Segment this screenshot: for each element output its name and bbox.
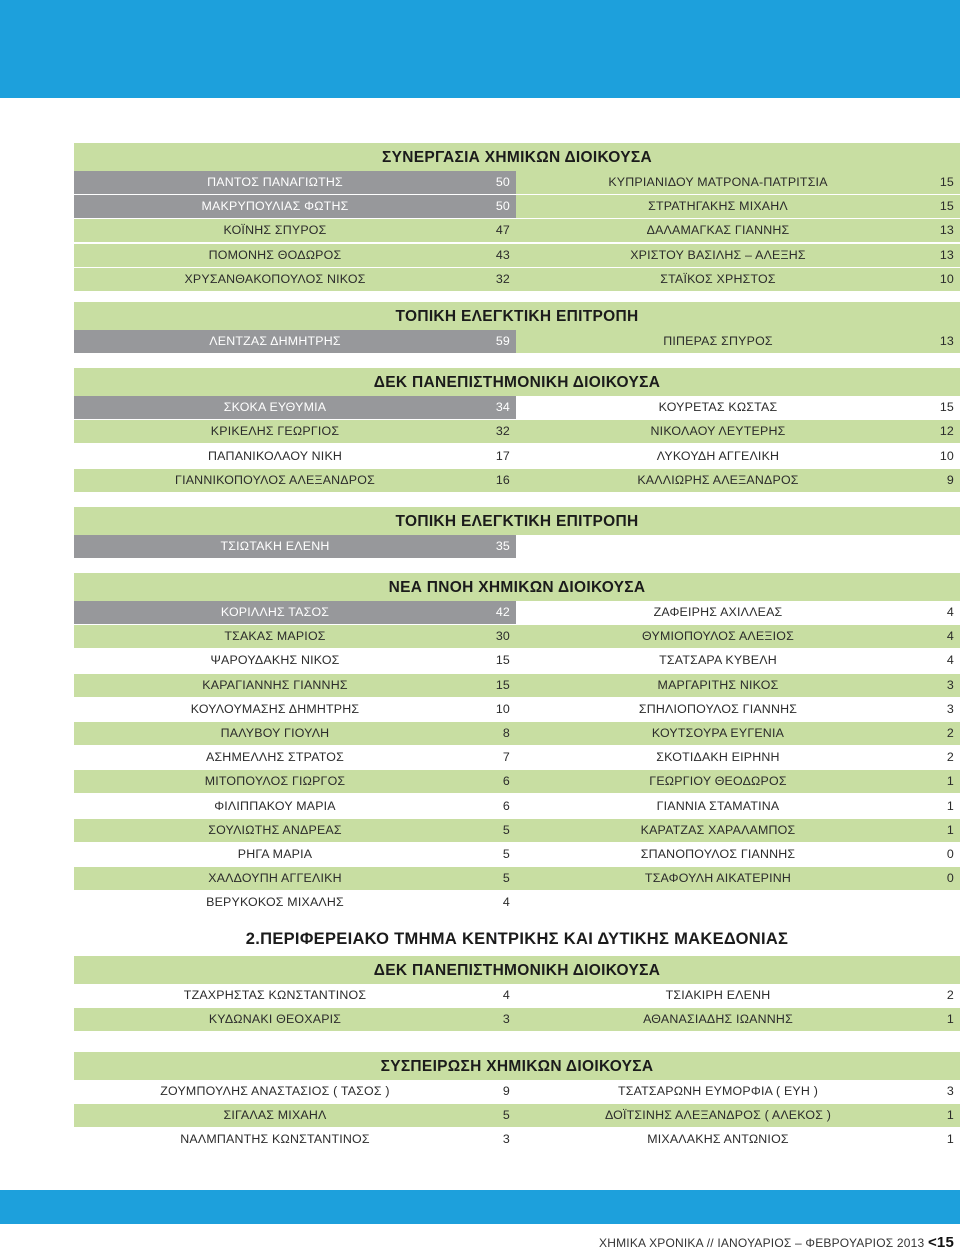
candidate-name: ΔΑΛΑΜΑΓΚΑΣ ΓΙΑΝΝΗΣ xyxy=(646,223,790,238)
vote-count: 50 xyxy=(495,199,510,214)
left-candidate xyxy=(74,984,516,1007)
vote-count xyxy=(920,891,960,914)
right-candidate xyxy=(516,649,960,672)
vote-count: 5 xyxy=(502,871,510,886)
candidate-name: ΣΚΟΚΑ ΕΥΘΥΜΙΑ xyxy=(223,400,327,415)
left-candidate xyxy=(74,1080,516,1103)
vote-count: 9 xyxy=(502,1083,510,1098)
candidate-name: ΠΑΝΤΟΣ ΠΑΝΑΓΙΩΤΗΣ xyxy=(207,175,343,189)
top-blue-bar xyxy=(0,0,960,98)
candidate-name: ΣΠΑΝΟΠΟΥΛΟΣ ΓΙΑΝΝΗΣ xyxy=(640,846,796,861)
vote-count: 43 xyxy=(495,247,510,262)
table-row xyxy=(74,195,960,218)
page-number: 15 xyxy=(936,1234,954,1251)
right-candidate xyxy=(516,195,960,218)
candidate-name: ΤΣΑΤΣΑΡΩΝΗ ΕΥΜΟΡΦΙΑ ( ΕΥΗ ) xyxy=(617,1083,819,1098)
vote-count: 3 xyxy=(502,1011,510,1026)
vote-count: 12 xyxy=(939,424,954,439)
table-row xyxy=(74,770,960,793)
vote-count: 13 xyxy=(939,247,954,262)
right-candidate xyxy=(516,891,960,914)
table-row xyxy=(74,219,960,242)
candidate-name: ΤΣΙΑΚΙΡΗ ΕΛΕΝΗ xyxy=(665,987,771,1002)
section-syspeirosi xyxy=(74,1052,960,1151)
left-candidate xyxy=(74,171,516,194)
vote-count: 13 xyxy=(939,333,954,348)
candidate-name: ΓΙΑΝΝΙΚΟΠΟΥΛΟΣ ΑΛΕΞΑΝΔΡΟΣ xyxy=(175,472,375,487)
section-title: ΣΥΣΠΕΙΡΩΣΗ ΧΗΜΙΚΩΝ ΔΙΟΙΚΟΥΣΑ xyxy=(74,1052,960,1080)
candidate-name: ΚΟΥΛΟΥΜΑΣΗΣ ΔΗΜΗΤΡΗΣ xyxy=(190,701,360,716)
right-candidate xyxy=(516,795,960,818)
table-row xyxy=(74,396,960,419)
vote-count: 15 xyxy=(495,677,510,692)
table-row xyxy=(74,722,960,745)
section-dek-1 xyxy=(74,368,960,492)
candidate-name: ΠΑΛΥΒΟΥ ΓΙΟΥΛΗ xyxy=(220,726,330,740)
table-row xyxy=(74,1128,960,1151)
page-footer xyxy=(599,1234,954,1251)
bottom-blue-bar xyxy=(0,1190,960,1224)
vote-count: 59 xyxy=(495,333,510,348)
table-row xyxy=(74,171,960,194)
right-candidate xyxy=(516,330,960,353)
vote-count: 6 xyxy=(502,774,510,789)
right-candidate xyxy=(516,625,960,648)
left-candidate xyxy=(74,420,516,443)
candidate-name: ΤΣΑΚΑΣ ΜΑΡΙΟΣ xyxy=(224,629,326,644)
right-candidate xyxy=(516,1008,960,1031)
table-row xyxy=(74,1104,960,1127)
vote-count: 15 xyxy=(939,199,954,214)
table-row xyxy=(74,746,960,769)
section-rows xyxy=(74,396,960,492)
right-candidate xyxy=(516,984,960,1007)
vote-count: 10 xyxy=(495,701,510,716)
vote-count: 4 xyxy=(946,629,954,644)
candidate-name: ΑΣΗΜΕΛΛΗΣ ΣΤΡΑΤΟΣ xyxy=(205,750,345,765)
candidate-name: ΚΟΥΤΣΟΥΡΑ ΕΥΓΕΝΙΑ xyxy=(651,726,785,740)
right-candidate xyxy=(516,244,960,267)
table-row xyxy=(74,625,960,648)
table-row xyxy=(74,891,960,914)
candidate-name xyxy=(516,891,920,914)
candidate-name: ΚΟΥΡΕΤΑΣ ΚΩΣΤΑΣ xyxy=(658,400,778,415)
vote-count: 3 xyxy=(946,677,954,692)
left-candidate xyxy=(74,330,516,353)
table-row xyxy=(74,795,960,818)
vote-count: 4 xyxy=(946,653,954,668)
right-candidate xyxy=(516,219,960,242)
candidate-name: ΣΚΟΤΙΔΑΚΗ ΕΙΡΗΝΗ xyxy=(656,750,780,765)
table-row xyxy=(74,535,960,558)
candidate-name: ΚΥΔΩΝΑΚΙ ΘΕΟΧΑΡΙΣ xyxy=(208,1011,342,1026)
vote-count: 4 xyxy=(502,895,510,910)
candidate-name: ΤΖΑΧΡΗΣΤΑΣ ΚΩΝΣΤΑΝΤΙΝΟΣ xyxy=(183,987,367,1002)
vote-count: 9 xyxy=(946,472,954,487)
candidate-name: ΖΟΥΜΠΟΥΛΗΣ ΑΝΑΣΤΑΣΙΟΣ ( ΤΑΣΟΣ ) xyxy=(160,1083,390,1098)
left-candidate xyxy=(74,445,516,468)
table-row xyxy=(74,867,960,890)
left-candidate xyxy=(74,396,516,419)
section-title: ΔΕΚ ΠΑΝΕΠΙΣΤΗΜΟΝΙΚΗ ΔΙΟΙΚΟΥΣΑ xyxy=(74,368,960,396)
candidate-name: ΜΙΧΑΛΑΚΗΣ ΑΝΤΩΝΙΟΣ xyxy=(647,1132,789,1147)
section-synergasia xyxy=(74,143,960,291)
table-row xyxy=(74,984,960,1007)
right-candidate xyxy=(516,396,960,419)
section-rows xyxy=(74,984,960,1031)
left-candidate xyxy=(74,746,516,769)
left-candidate xyxy=(74,535,516,558)
left-candidate xyxy=(74,698,516,721)
vote-count: 1 xyxy=(946,774,954,789)
candidate-name: ΦΙΛΙΠΠΑΚΟΥ ΜΑΡΙΑ xyxy=(214,798,336,813)
candidate-name: ΝΙΚΟΛΑΟΥ ΛΕΥΤΕΡΗΣ xyxy=(650,424,786,439)
table-row xyxy=(74,330,960,353)
candidate-name: ΠΙΠΕΡΑΣ ΣΠΥΡΟΣ xyxy=(663,333,773,348)
left-candidate xyxy=(74,195,516,218)
right-candidate xyxy=(516,601,960,624)
table-row xyxy=(74,420,960,443)
vote-count: 30 xyxy=(495,629,510,644)
results-content xyxy=(74,143,960,1152)
right-candidate xyxy=(516,819,960,842)
left-candidate xyxy=(74,1104,516,1127)
candidate-name: ΜΙΤΟΠΟΥΛΟΣ ΓΙΩΡΓΟΣ xyxy=(204,774,346,789)
left-candidate xyxy=(74,219,516,242)
vote-count: 35 xyxy=(495,538,510,553)
vote-count: 1 xyxy=(946,798,954,813)
right-candidate xyxy=(516,843,960,866)
vote-count: 6 xyxy=(502,798,510,813)
left-candidate xyxy=(74,795,516,818)
candidate-name: ΜΑΡΓΑΡΙΤΗΣ ΝΙΚΟΣ xyxy=(657,677,779,692)
candidate-name: ΤΣΙΩΤΑΚΗ ΕΛΕΝΗ xyxy=(220,538,330,553)
vote-count: 1 xyxy=(946,822,954,837)
section-rows xyxy=(74,171,960,291)
vote-count: 15 xyxy=(939,175,954,189)
vote-count: 5 xyxy=(502,846,510,861)
candidate-name xyxy=(516,535,920,558)
candidate-name: ΚΟΡΙΛΛΗΣ ΤΑΣΟΣ xyxy=(220,605,330,620)
table-row xyxy=(74,1080,960,1103)
vote-count: 2 xyxy=(946,987,954,1002)
section-rows xyxy=(74,1080,960,1151)
right-candidate xyxy=(516,469,960,492)
section-elegktiki-2 xyxy=(74,507,960,558)
section-region-2 xyxy=(74,926,960,952)
candidate-name: ΚΟΪΝΗΣ ΣΠΥΡΟΣ xyxy=(223,223,327,238)
left-candidate xyxy=(74,268,516,291)
vote-count: 42 xyxy=(495,605,510,620)
right-candidate xyxy=(516,1128,960,1151)
candidate-name: ΚΑΡΑΤΖΑΣ ΧΑΡΑΛΑΜΠΟΣ xyxy=(640,822,796,837)
left-candidate xyxy=(74,722,516,745)
vote-count: 1 xyxy=(946,1108,954,1123)
table-row xyxy=(74,469,960,492)
candidate-name: ΠΟΜΟΝΗΣ ΘΟΔΩΡΟΣ xyxy=(208,247,342,262)
candidate-name: ΣΤΑΪΚΟΣ ΧΡΗΣΤΟΣ xyxy=(660,271,776,286)
left-candidate xyxy=(74,1128,516,1151)
candidate-name: ΠΑΠΑΝΙΚΟΛΑΟΥ ΝΙΚΗ xyxy=(207,448,343,463)
section-title: ΔΕΚ ΠΑΝΕΠΙΣΤΗΜΟΝΙΚΗ ΔΙΟΙΚΟΥΣΑ xyxy=(74,956,960,984)
vote-count: 50 xyxy=(495,175,510,189)
candidate-name: ΓΙΑΝΝΙΑ ΣΤΑΜΑΤΙΝΑ xyxy=(656,798,780,813)
section-title: ΝΕΑ ΠΝΟΗ ΧΗΜΙΚΩΝ ΔΙΟΙΚΟΥΣΑ xyxy=(74,573,960,601)
left-candidate xyxy=(74,649,516,672)
left-candidate xyxy=(74,819,516,842)
table-row xyxy=(74,843,960,866)
right-candidate xyxy=(516,867,960,890)
vote-count: 10 xyxy=(939,271,954,286)
table-row xyxy=(74,819,960,842)
right-candidate xyxy=(516,1104,960,1127)
vote-count: 3 xyxy=(502,1132,510,1147)
candidate-name: ΝΑΛΜΠΑΝΤΗΣ ΚΩΝΣΤΑΝΤΙΝΟΣ xyxy=(180,1132,370,1147)
vote-count: 4 xyxy=(946,605,954,620)
vote-count: 0 xyxy=(946,846,954,861)
vote-count xyxy=(920,535,960,558)
candidate-name: ΘΥΜΙΟΠΟΥΛΟΣ ΑΛΕΞΙΟΣ xyxy=(642,629,794,644)
table-row xyxy=(74,244,960,267)
vote-count: 32 xyxy=(495,271,510,286)
vote-count: 15 xyxy=(939,400,954,415)
candidate-name: ΣΙΓΑΛΑΣ ΜΙΧΑΗΛ xyxy=(223,1108,327,1123)
section-title: ΤΟΠΙΚΗ ΕΛΕΓΚΤΙΚΗ ΕΠΙΤΡΟΠΗ xyxy=(74,302,960,330)
right-candidate xyxy=(516,268,960,291)
table-row xyxy=(74,674,960,697)
section-rows xyxy=(74,601,960,914)
left-candidate xyxy=(74,674,516,697)
left-candidate xyxy=(74,469,516,492)
vote-count: 2 xyxy=(946,750,954,765)
candidate-name: ΨΑΡΟΥΔΑΚΗΣ ΝΙΚΟΣ xyxy=(210,653,340,668)
right-candidate xyxy=(516,171,960,194)
candidate-name: ΤΣΑΤΣΑΡΑ ΚΥΒΕΛΗ xyxy=(659,653,777,668)
left-candidate xyxy=(74,867,516,890)
vote-count: 3 xyxy=(946,1083,954,1098)
section-dek-2 xyxy=(74,956,960,1031)
table-row xyxy=(74,698,960,721)
vote-count: 2 xyxy=(946,726,954,740)
left-candidate xyxy=(74,843,516,866)
candidate-name: ΧΡΥΣΑΝΘΑΚΟΠΟΥΛΟΣ ΝΙΚΟΣ xyxy=(184,271,366,286)
candidate-name: ΛΕΝΤΖΑΣ ΔΗΜΗΤΡΗΣ xyxy=(209,333,341,348)
footer-text: ΧΗΜΙΚΑ ΧΡΟΝΙΚΑ // ΙΑΝΟΥΑΡΙΟΣ – ΦΕΒΡΟΥΑΡΙΟΣ 2013 xyxy=(599,1236,928,1250)
vote-count: 3 xyxy=(946,701,954,716)
candidate-name: ΣΠΗΛΙΟΠΟΥΛΟΣ ΓΙΑΝΝΗΣ xyxy=(638,701,798,716)
candidate-name: ΤΣΑΦΟΥΛΗ ΑΙΚΑΤΕΡΙΝΗ xyxy=(644,871,792,886)
section-rows xyxy=(74,330,960,353)
vote-count: 34 xyxy=(495,400,510,415)
vote-count: 10 xyxy=(939,448,954,463)
candidate-name: ΧΡΙΣΤΟΥ ΒΑΣΙΛΗΣ – ΑΛΕΞΗΣ xyxy=(630,247,806,262)
vote-count: 16 xyxy=(495,472,510,487)
vote-count: 8 xyxy=(502,726,510,740)
vote-count: 1 xyxy=(946,1011,954,1026)
table-row xyxy=(74,601,960,624)
left-candidate xyxy=(74,625,516,648)
vote-count: 4 xyxy=(502,987,510,1002)
left-candidate xyxy=(74,891,516,914)
candidate-name: ΛΥΚΟΥΔΗ ΑΓΓΕΛΙΚΗ xyxy=(656,448,780,463)
left-candidate xyxy=(74,770,516,793)
section-title: ΤΟΠΙΚΗ ΕΛΕΓΚΤΙΚΗ ΕΠΙΤΡΟΠΗ xyxy=(74,507,960,535)
candidate-name: ΑΘΑΝΑΣΙΑΔΗΣ ΙΩΑΝΝΗΣ xyxy=(643,1011,793,1026)
candidate-name: ΜΑΚΡΥΠΟΥΛΙΑΣ ΦΩΤΗΣ xyxy=(201,199,349,214)
section-rows xyxy=(74,535,960,558)
section-nea-pnoi xyxy=(74,573,960,914)
right-candidate xyxy=(516,420,960,443)
table-row xyxy=(74,649,960,672)
candidate-name: ΒΕΡΥΚΟΚΟΣ ΜΙΧΑΛΗΣ xyxy=(206,895,344,910)
candidate-name: ΓΕΩΡΓΙΟΥ ΘΕΟΔΩΡΟΣ xyxy=(649,774,787,789)
vote-count: 1 xyxy=(946,1132,954,1147)
footer-arrow: < xyxy=(927,1234,937,1251)
right-candidate xyxy=(516,770,960,793)
right-candidate xyxy=(516,746,960,769)
candidate-name: ΣΤΡΑΤΗΓΑΚΗΣ ΜΙΧΑΗΛ xyxy=(648,199,788,214)
candidate-name: ΧΑΛΔΟΥΠΗ ΑΓΓΕΛΙΚΗ xyxy=(208,871,342,886)
left-candidate xyxy=(74,1008,516,1031)
vote-count: 15 xyxy=(495,653,510,668)
candidate-name: ΖΑΦΕΙΡΗΣ ΑΧΙΛΛΕΑΣ xyxy=(653,605,783,620)
left-candidate xyxy=(74,244,516,267)
candidate-name: ΚΡΙΚΕΛΗΣ ΓΕΩΡΓΙΟΣ xyxy=(210,424,340,439)
candidate-name: ΔΟΪΤΣΙΝΗΣ ΑΛΕΞΑΝΔΡΟΣ ( ΑΛΕΚΟΣ ) xyxy=(604,1108,832,1123)
vote-count: 17 xyxy=(495,448,510,463)
right-candidate xyxy=(516,698,960,721)
candidate-name: ΡΗΓΑ ΜΑΡΙΑ xyxy=(237,846,313,861)
right-candidate xyxy=(516,445,960,468)
candidate-name: ΣΟΥΛΙΩΤΗΣ ΑΝΔΡΕΑΣ xyxy=(208,822,342,837)
candidate-name: ΚΥΠΡΙΑΝΙΔΟΥ ΜΑΤΡΟΝΑ-ΠΑΤΡΙΤΣΙΑ xyxy=(608,175,828,189)
candidate-name: ΚΑΡΑΓΙΑΝΝΗΣ ΓΙΑΝΝΗΣ xyxy=(202,677,348,692)
region-title: 2.ΠΕΡΙΦΕΡΕΙΑΚΟ ΤΜΗΜΑ ΚΕΝΤΡΙΚΗΣ ΚΑΙ ΔΥΤΙΚΗΣ ΜΑΚΕΔΟΝΙΑΣ xyxy=(74,926,960,952)
vote-count: 0 xyxy=(946,871,954,886)
vote-count: 5 xyxy=(502,1108,510,1123)
table-row xyxy=(74,1008,960,1031)
left-candidate xyxy=(74,601,516,624)
vote-count: 32 xyxy=(495,424,510,439)
section-title: ΣΥΝΕΡΓΑΣΙΑ ΧΗΜΙΚΩΝ ΔΙΟΙΚΟΥΣΑ xyxy=(74,143,960,171)
vote-count: 5 xyxy=(502,822,510,837)
vote-count: 7 xyxy=(502,750,510,765)
right-candidate xyxy=(516,535,960,558)
vote-count: 47 xyxy=(495,223,510,238)
right-candidate xyxy=(516,722,960,745)
vote-count: 13 xyxy=(939,223,954,238)
section-elegktiki-1 xyxy=(74,302,960,353)
table-row xyxy=(74,268,960,291)
table-row xyxy=(74,445,960,468)
right-candidate xyxy=(516,674,960,697)
right-candidate xyxy=(516,1080,960,1103)
candidate-name: ΚΑΛΛΙΩΡΗΣ ΑΛΕΞΑΝΔΡΟΣ xyxy=(637,472,799,487)
